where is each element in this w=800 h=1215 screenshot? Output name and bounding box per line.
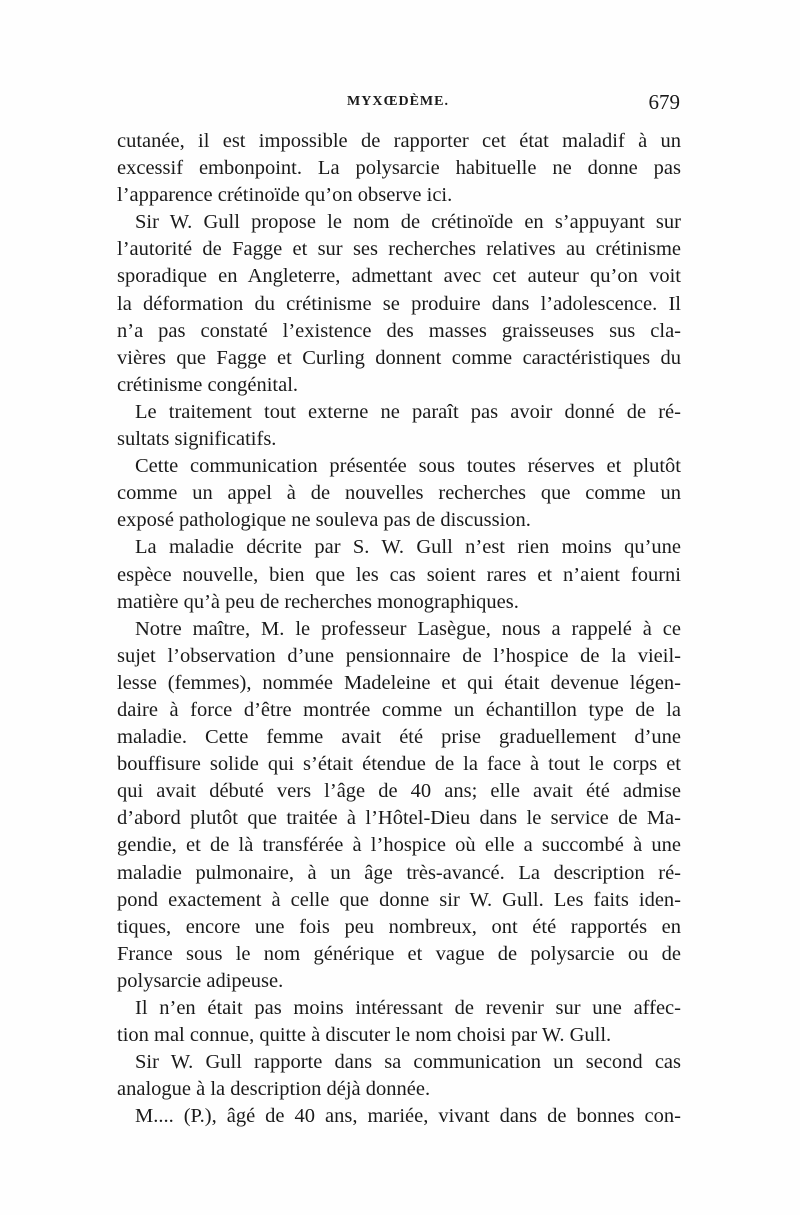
text-line: la déformation du crétinisme se produire dans l’adolescence. Il bbox=[117, 292, 681, 315]
text-line: pond exactement à celle que donne sir W. Gull. Les faits iden- bbox=[117, 888, 681, 911]
text-line: vières que Fagge et Curling donnent comme caractéristiques du bbox=[117, 346, 681, 369]
text-line: excessif embonpoint. La polysarcie habituelle ne donne pas bbox=[117, 157, 681, 180]
text-line: cutanée, il est impossible de rapporter cet état maladif à un bbox=[117, 130, 681, 152]
text-line: France sous le nom générique et vague de polysarcie ou de bbox=[117, 942, 681, 965]
page-number: 679 bbox=[648, 90, 680, 114]
text-line: sujet l’observation d’une pensionnaire de l’hospice de la vieil- bbox=[117, 644, 681, 667]
text-line: sultats significatifs. bbox=[117, 428, 277, 451]
text-line: Cette communication présentée sous toutes réserves et plutôt bbox=[135, 455, 681, 478]
text-line: Sir W. Gull rapporte dans sa communication un second cas bbox=[135, 1051, 681, 1074]
text-line: exposé pathologique ne souleva pas de discussion. bbox=[117, 509, 531, 532]
text-line: qui avait débuté vers l’âge de 40 ans; elle avait été admise bbox=[117, 780, 681, 803]
text-line: l’autorité de Fagge et sur ses recherches relatives au crétinisme bbox=[117, 238, 681, 261]
text-line: espèce nouvelle, bien que les cas soient rares et n’aient fourni bbox=[117, 563, 681, 586]
text-line: Notre maître, M. le professeur Lasègue, nous a rappelé à ce bbox=[135, 617, 681, 640]
text-line: n’a pas constaté l’existence des masses graisseuses sus cla- bbox=[117, 319, 681, 342]
text-line: Le traitement tout externe ne paraît pas avoir donné de ré- bbox=[135, 400, 681, 423]
text-line: crétinisme congénital. bbox=[117, 373, 299, 396]
running-title: MYXŒDÈME. bbox=[347, 94, 449, 109]
text-line: bouffisure solide qui s’était étendue de la face à tout le corps et bbox=[117, 753, 681, 776]
text-line: polysarcie adipeuse. bbox=[117, 969, 284, 992]
text-line: Il n’en était pas moins intéressant de revenir sur une affec- bbox=[135, 997, 681, 1019]
text-line: maladie pulmonaire, à un âge très-avancé. La description ré- bbox=[117, 861, 681, 884]
text-line: Sir W. Gull propose le nom de crétinoïde en s’appuyant sur bbox=[135, 211, 681, 234]
text-line: tion mal connue, quitte à discuter le nom choisi par W. Gull. bbox=[117, 1024, 612, 1047]
text-line: matière qu’à peu de recherches monographiques. bbox=[117, 590, 519, 613]
text-line: d’abord plutôt que traitée à l’Hôtel-Dieu dans le service de Ma- bbox=[117, 807, 681, 830]
text-line: gendie, et de là transférée à l’hospice où elle a succombé à une bbox=[117, 834, 681, 857]
text-line: maladie. Cette femme avait été prise graduellement d’une bbox=[117, 726, 681, 749]
running-head bbox=[116, 90, 680, 118]
text-line: La maladie décrite par S. W. Gull n’est rien moins qu’une bbox=[135, 536, 681, 559]
text-line: sporadique en Angleterre, admettant avec cet auteur qu’on voit bbox=[117, 265, 681, 288]
text-line: daire à force d’être montrée comme un échantillon type de la bbox=[117, 698, 681, 721]
text-line: l’apparence crétinoïde qu’on observe ici. bbox=[117, 184, 453, 207]
text-line: M.... (P.), âgé de 40 ans, mariée, vivant dans de bonnes con- bbox=[135, 1105, 681, 1128]
body-text bbox=[117, 128, 681, 1130]
text-line: analogue à la description déjà donnée. bbox=[117, 1078, 431, 1101]
text-line: comme un appel à de nouvelles recherches que comme un bbox=[117, 482, 681, 505]
text-line: lesse (femmes), nommée Madeleine et qui était devenue légen- bbox=[117, 671, 681, 694]
text-line: tiques, encore une fois peu nombreux, ont été rapportés en bbox=[117, 915, 681, 938]
